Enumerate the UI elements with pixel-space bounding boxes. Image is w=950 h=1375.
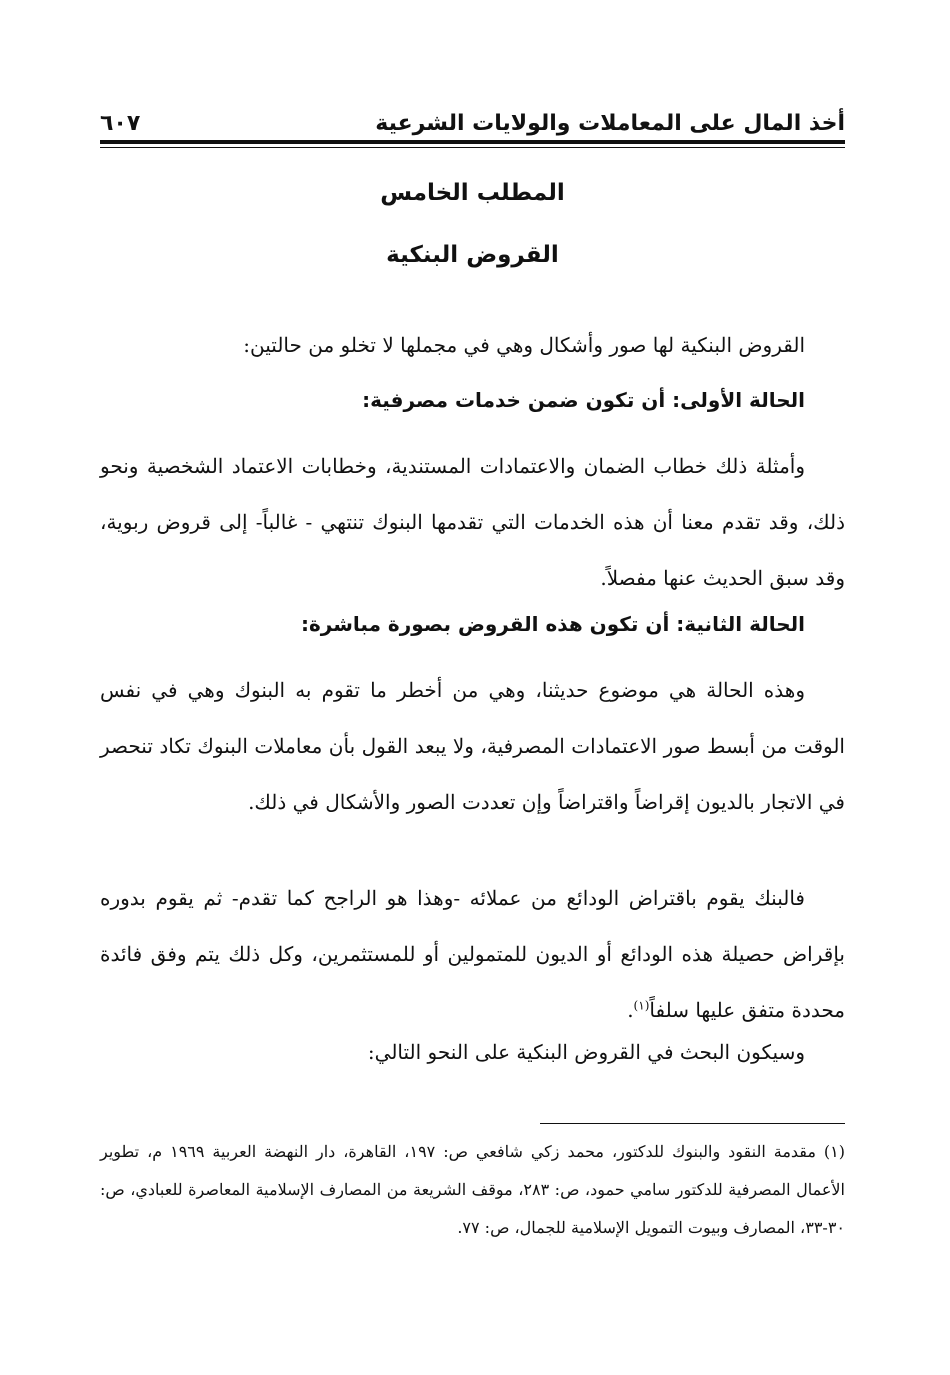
closing-paragraph: وسيكون البحث في القروض البنكية على النحو التالي:	[367, 1040, 805, 1064]
header-rule-thick	[100, 140, 845, 144]
section-title: القروض البنكية	[386, 242, 559, 268]
bank-paragraph-text: فالبنك يقوم باقتراض الودائع من عملائه -وهذا هو الراجح كما تقدم- ثم يقوم بدوره بإقراض حصيلة هذه الودائع أو الديون للمتمولين أو للمستثمرين، وكل ذلك يتم وفق فائدة محددة متفق عليها سلفاً	[100, 886, 845, 1022]
header-rule-thin	[100, 147, 845, 148]
header-title: أخذ المال على المعاملات والولايات الشرعية	[375, 111, 845, 136]
page-number: ٦٠٧	[100, 111, 141, 136]
bank-paragraph-end: .	[627, 998, 634, 1022]
case1-paragraph: وأمثلة ذلك خطاب الضمان والاعتمادات المستندية، وخطابات الاعتماد الشخصية ونحو ذلك، وقد تقدم معنا أن هذه الخدمات التي تقدمها البنوك تنتهي - غالباً- إلى قروض ربوية، وقد سبق الحديث عنها مفصلاً.	[100, 454, 845, 590]
case2-paragraph: وهذه الحالة هي موضوع حديثنا، وهي من أخطر ما تقوم به البنوك وهي في نفس الوقت من أبسط صور الاعتمادات المصرفية، ولا يبعد القول بأن معاملات البنوك تكاد تنحصر في الاتجار بالديون إقراضاً واقتراضاً وإن تعددت الصور والأشكال في ذلك.	[100, 678, 845, 814]
bank-paragraph	[100, 870, 845, 1038]
footnote-marker[interactable]: (١)	[633, 998, 650, 1013]
section-label: المطلب الخامس	[380, 180, 565, 206]
case1-heading: الحالة الأولى: أن تكون ضمن خدمات مصرفية:	[362, 388, 805, 412]
intro-paragraph: القروض البنكية لها صور وأشكال وهي في مجملها لا تخلو من حالتين:	[243, 333, 805, 357]
footnote-text: (١) مقدمة النقود والبنوك للدكتور، محمد زكي شافعي ص: ١٩٧، القاهرة، دار النهضة العربية ١٩٦٩ م، تطوير الأعمال المصرفية للدكتور سامي حمود، ص: ٢٨٣، موقف الشريعة من المصارف الإسلامية المعاصرة للعبادي، ص: ٣٠-٣٣، المصارف وبيوت التمويل الإسلامية للجمال، ص: ٧٧.	[100, 1142, 845, 1237]
running-header	[100, 96, 845, 136]
footnote-separator	[540, 1123, 845, 1124]
book-page	[100, 0, 845, 1375]
case2-heading: الحالة الثانية: أن تكون هذه القروض بصورة مباشرة:	[301, 612, 805, 636]
